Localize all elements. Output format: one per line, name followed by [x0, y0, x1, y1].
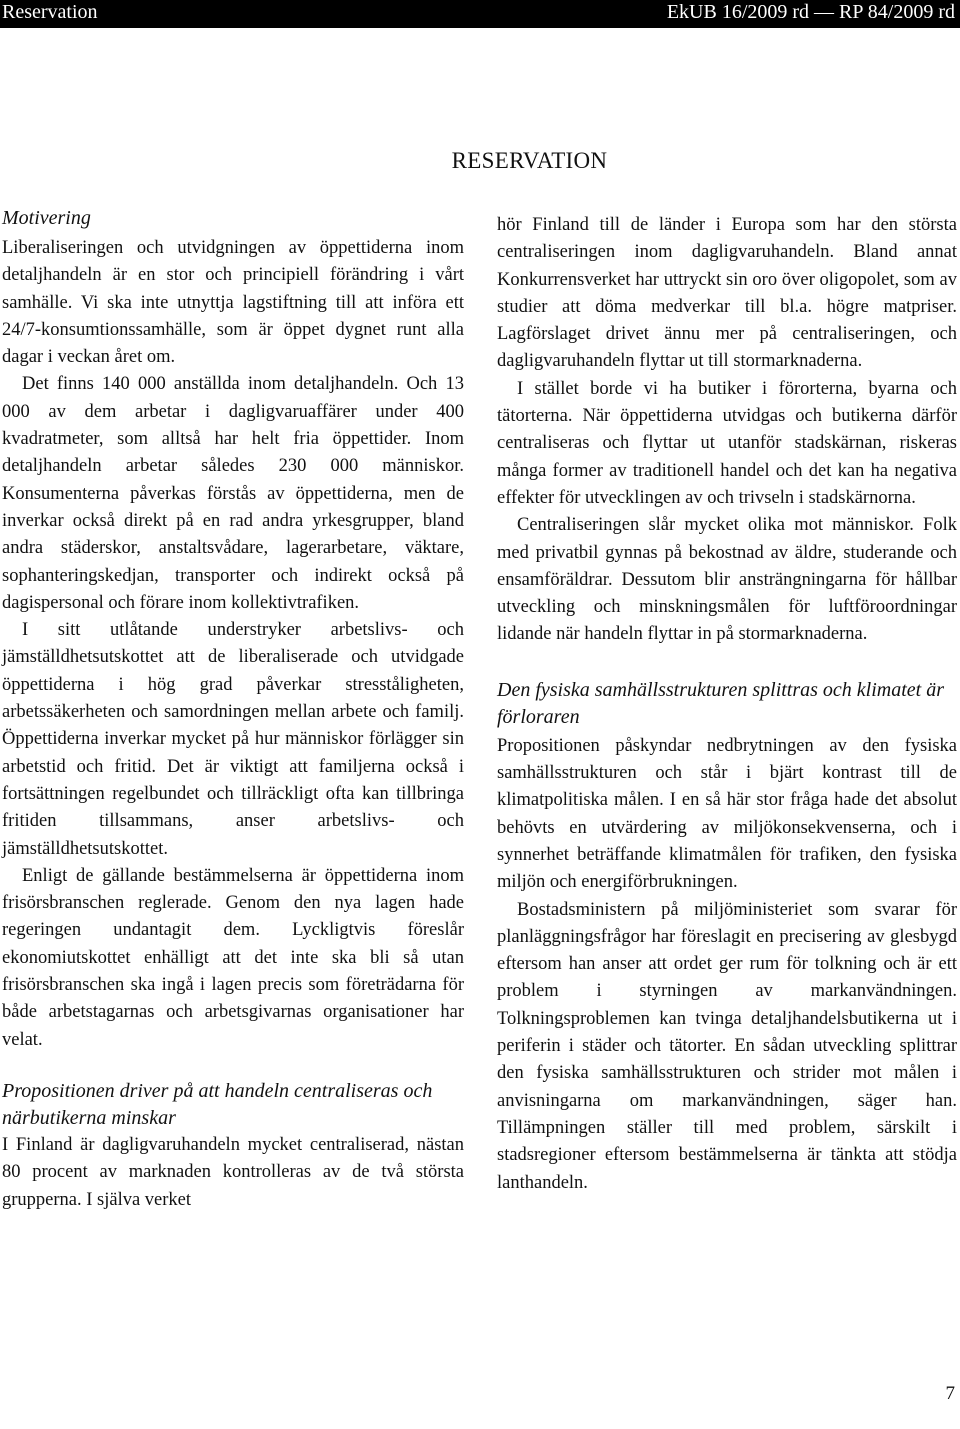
paragraph: I sitt utlåtande understryker arbetslivs- och jämställdhetsutskottet att de liberaliserade och utvidgade öppettiderna i hög grad påverkar stresståligheten, arbetssäkerheten och samordningen mellan arbete och familj. Öppettiderna inverkar mycket på hur människor förlägger sin arbetstid och fritid. Det är viktigt att familjerna också i fortsättningen regelbundet och tillräckligt ofta kan tillbringa fritiden tillsammans, anser arbetslivs- och jämställdhetsutskottet.	[2, 620, 464, 859]
right-column	[497, 212, 957, 1197]
left-column	[2, 205, 464, 1214]
section-heading-climate: Den fysiska samhällsstrukturen splittras och klimatet är förloraren	[497, 678, 945, 728]
paragraph: Det finns 140 000 anställda inom detaljhandeln. Och 13 000 av dem arbetar i dagligvaruaffärer under 400 kvadratmeter, som alltså har helt fria öppettider. Inom detaljhandeln arbetar således 230 000 människor. Konsumenterna påverkas förstås av öppettiderna, men de inverkar också direkt på en rad andra yrkesgrupper, bland andra städerskor, anstaltsvådare, lagerarbetare, väktare, sophanteringskedjan, transporter och indirekt också på dagispersonal och förare inom kollektivtrafiken.	[2, 374, 464, 613]
paragraph: Liberaliseringen och utvidgningen av öppettiderna inom detaljhandeln är en stor och principiell förändring i vårt samhälle. Vi ska inte utnyttja lagstiftning till att införa ett 24/7-konsumtionssamhälle, som är öppet dygnet runt alla dagar i veckan året om.	[2, 238, 464, 368]
paragraph: hör Finland till de länder i Europa som har den största centraliseringen inom dagligvaruhandeln. Bland annat Konkurrensverket har uttryckt sin oro över oligopolet, som av studier att döma medverkar till bl.a. högre matpriser. Lagförslaget drivet ännu mer på centraliseringen, och dagligvaruhandeln flyttar ut till stormarknaderna.	[497, 215, 957, 372]
section-heading-motivering: Motivering	[2, 207, 91, 229]
paragraph: Enligt de gällande bestämmelserna är öppettiderna inom frisörsbranschen reglerade. Genom den nya lagen hade regeringen undantagit dem. Lyckligtvis föreslår ekonomiutskottet enhälligt att det inte ska bli så utan frisörsbranschen ska ingå i lagen precis som företrädarna för både arbetstagarnas och arbetsgivarnas organisationer har velat.	[2, 865, 464, 1050]
page-number: 7	[945, 1383, 955, 1404]
section-heading-centralisation: Propositionen driver på att handeln centraliseras och närbutikerna minskar	[2, 1079, 433, 1129]
header-document-reference: EkUB 16/2009 rd — RP 84/2009 rd	[666, 1, 955, 23]
paragraph: Bostadsministern på miljöministeriet som svarar för planläggningsfrågor har föreslagit en precisering av glesbygd eftersom han anser att ordet ger rum för tolkning och är ett problem i styrningen av markanvändningen. Tolkningsproblemen kan tvinga detaljhandelsbutikerna ut i periferin i städer och tätorter. En sådan utveckling splittrar den fysiska samhällsstrukturen och strider mot målen i anvisningarna om markanvändningen, säger han. Tillämpningen ställer till med problem, särskilt i stadsregioner eftersom bestämmelserna är tänkta att stödja lanthandeln.	[497, 899, 957, 1193]
page-title: RESERVATION	[451, 148, 608, 173]
paragraph: Propositionen påskyndar nedbrytningen av den fysiska samhällsstrukturen och står i bjärt kontrast till de klimatpolitiska målen. I en så här stor fråga hade det absolut behövts en utvärdering av miljökonsekvenserna, och i synnerhet beträffande klimatmålen för trafiken, den fysiska miljön och energiförbrukningen.	[497, 735, 957, 893]
paragraph: I Finland är dagligvaruhandeln mycket centraliserad, nästan 80 procent av marknaden kontrolleras av de två största grupperna. I själva verket	[2, 1134, 464, 1210]
header-section-label: Reservation	[2, 1, 98, 23]
paragraph: I stället borde vi ha butiker i förorterna, byarna och tätorterna. När öppettiderna utvidgas och butikerna därför centraliseras och flyttar ut utanför stadskärnan, riskeras många former av traditionell handel och det kan ha negativa effekter för utvecklingen av och trivseln i stadskärnorna.	[497, 378, 957, 508]
running-header	[0, 0, 960, 28]
paragraph: Centraliseringen slår mycket olika mot människor. Folk med privatbil gynnas på bekostnad av äldre, studerande och ensamföräldrar. Dessutom blir ansträngningarna för hållbar utveckling och minskningsmålen för luftföroordningar lidande när handeln flyttar in på stormarknaderna.	[497, 515, 957, 645]
